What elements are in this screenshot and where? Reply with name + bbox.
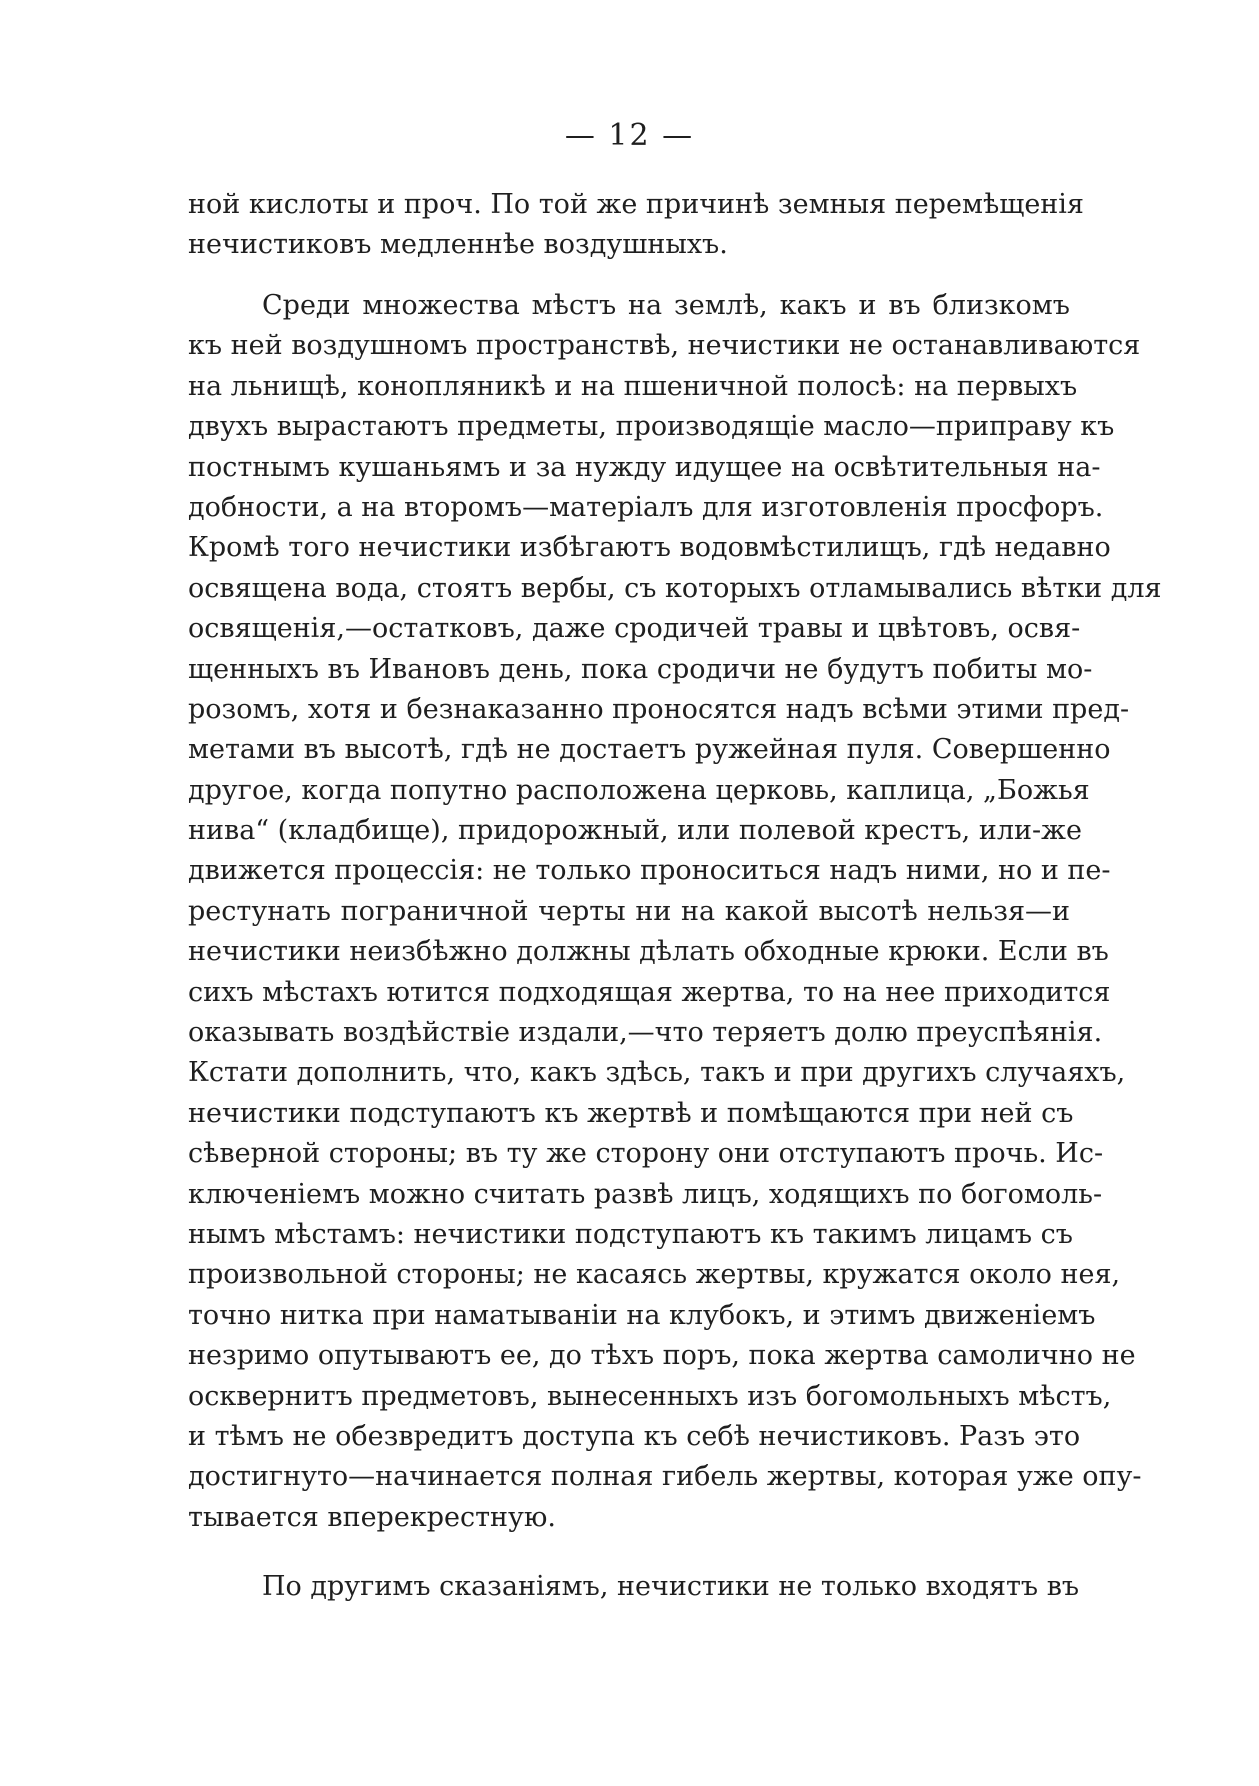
text-line: По другимъ сказаніямъ, нечистики не только входятъ въ — [262, 1571, 1080, 1602]
paragraph-3 — [188, 1567, 1080, 1607]
text-line: метами въ высотѣ, гдѣ не достаетъ ружейная пуля. Совершенно — [188, 734, 1111, 766]
text-line: нечистики неизбѣжно должны дѣлать обходные крюки. Если въ — [188, 936, 1109, 968]
text-line: къ ней воздушномъ пространствѣ, нечистики не останавливаются — [188, 330, 1141, 362]
text-line: достигнуто—начинается полная гибель жертвы, которая уже опу- — [188, 1461, 1142, 1493]
text-line: рестунать пограничной черты ни на какой высотѣ нельзя—и — [188, 895, 1070, 927]
text-line: оказывать воздѣйствіе издали,—что теряетъ долю преуспѣянія. — [188, 1017, 1103, 1049]
text-line: добности, а на второмъ—матеріалъ для изготовленія просфоръ. — [188, 491, 1104, 523]
text-line: другое, когда попутно расположена церковь, каплица, „Божья — [188, 774, 1090, 806]
text-line: нымъ мѣстамъ: нечистики подступаютъ къ такимъ лицамъ съ — [188, 1218, 1073, 1250]
text-line: тывается вперекрестную. — [188, 1501, 556, 1533]
text-line: нечистики подступаютъ къ жертвѣ и помѣщаются при ней съ — [188, 1097, 1074, 1129]
text-line: Кстати дополнить, что, какъ здѣсь, такъ и при другихъ случаяхъ, — [188, 1057, 1126, 1089]
text-line: нива“ (кладбище), придорожный, или полевой крестъ, или-же — [188, 815, 1082, 847]
text-line: щенныхъ въ Ивановъ день, пока сродичи не будутъ побиты мо- — [188, 653, 1093, 685]
text-line: движется процессія: не только проноситься надъ ними, но и пе- — [188, 855, 1111, 887]
text-line: постнымъ кушаньямъ и за нужду идущее на освѣтительныя на- — [188, 451, 1101, 483]
text-line: Кромѣ того нечистики избѣгаютъ водовмѣстилищъ, гдѣ недавно — [188, 532, 1111, 564]
text-line: осквернитъ предметовъ, вынесенныхъ изъ богомольныхъ мѣстъ, — [188, 1380, 1112, 1412]
text-line: двухъ вырастаютъ предметы, производящіе масло—приправу къ — [188, 411, 1115, 443]
text-line: розомъ, хотя и безнаказанно проносятся надъ всѣми этими пред- — [188, 693, 1130, 725]
text-line: ключеніемъ можно считать развѣ лицъ, ходящихъ по богомоль- — [188, 1178, 1103, 1210]
text-line: нечистиковъ медленнѣе воздушныхъ. — [188, 229, 728, 261]
paragraph-2 — [188, 286, 1162, 1538]
text-line: произвольной стороны; не касаясь жертвы, кружатся около нея, — [188, 1259, 1121, 1291]
text-line: освященія,—остатковъ, даже сродичей травы и цвѣтовъ, освя- — [188, 613, 1081, 645]
text-line: освящена вода, стоятъ вербы, съ которыхъ отламывались вѣтки для — [188, 572, 1162, 604]
page-number: — 12 — — [564, 118, 695, 153]
text-line: сихъ мѣстахъ ютится подходящая жертва, то на нее приходится — [188, 976, 1111, 1008]
text-line: точно нитка при наматываніи на клубокъ, и этимъ движеніемъ — [188, 1299, 1096, 1331]
text-line: на льнищѣ, конопляникѣ и на пшеничной полосѣ: на первыхъ — [188, 370, 1078, 402]
text-line: незримо опутываютъ ее, до тѣхъ поръ, пока жертва самолично не — [188, 1340, 1136, 1372]
text-line: сѣверной стороны; въ ту же сторону они отступаютъ прочь. Ис- — [188, 1138, 1104, 1170]
text-line: Среди множества мѣстъ на землѣ, какъ и въ близкомъ — [262, 290, 1070, 321]
paragraph-1 — [188, 185, 1084, 266]
text-line: и тѣмъ не обезвредитъ доступа къ себѣ нечистиковъ. Разъ это — [188, 1420, 1081, 1452]
text-line: ной кислоты и проч. По той же причинѣ земныя перемѣщенія — [188, 189, 1084, 220]
